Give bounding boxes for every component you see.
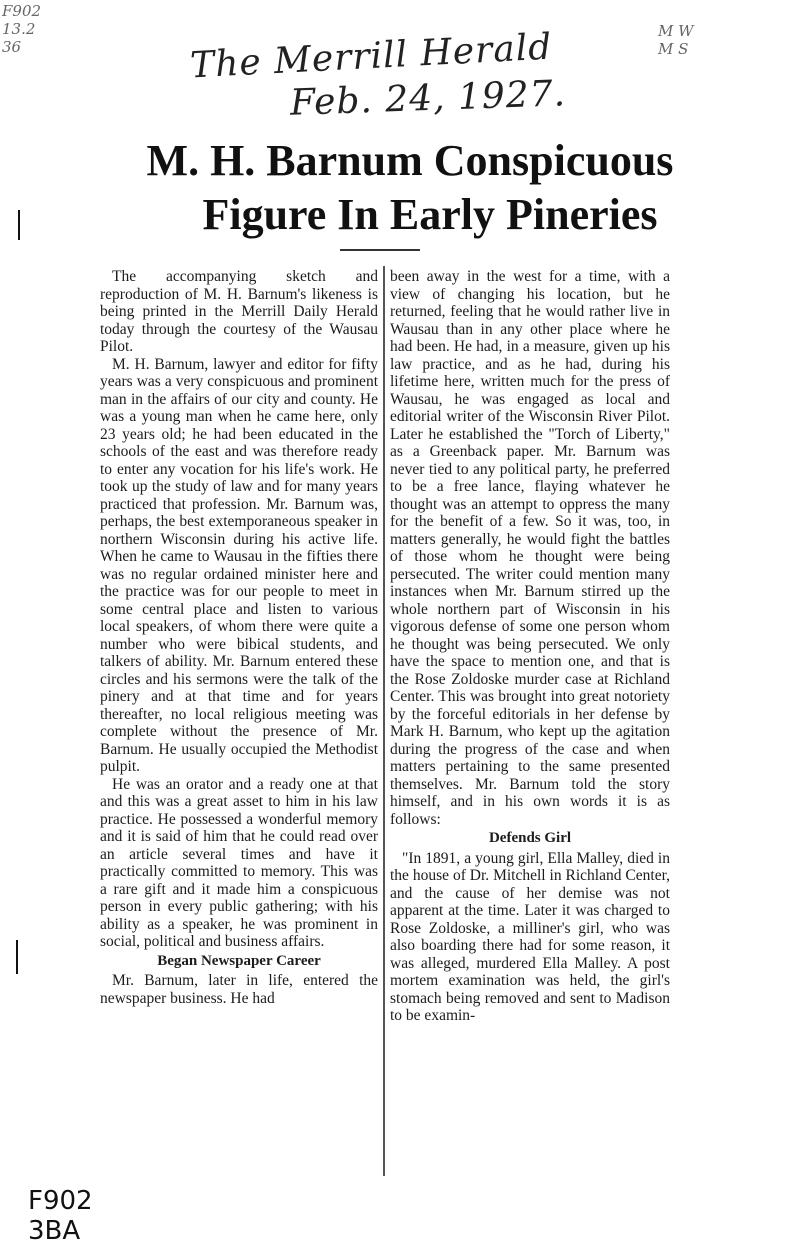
subheading: Began Newspaper Career: [157, 952, 321, 969]
article-column-left: [100, 268, 378, 1007]
paragraph: Mr. Barnum, later in life, entered the newspaper business. He had: [100, 972, 378, 1007]
paragraph: The accompanying sketch and reproduction of M. H. Barnum's likeness is being printed in the Merrill Daily Herald today through the courtesy of the Wausau Pilot.: [100, 268, 378, 355]
paragraph: been away in the west for a time, with a view of changing his location, but he returned, feeling that he would rather live in Wausau than in any other place where he had been. He had, in a measure, given up his law practice, and as he had, during his lifetime here, written much for the press of Wausau, he was engaged as local and editorial writer of the Wisconsin River Pilot. Later he established the "Torch of Liberty," as a Greenback paper. Mr. Barnum was never tied to any political party, he preferred to be a free lance, flaying whatever he thought was an attempt to oppress the many for the benefit of a few. So it was, too, in matters generally, he would fight the battles of those whom he thought were being persecuted. The writer could mention many instances when Mr. Barnum stirred up the whole northern part of Wisconsin in his vigorous defense of some one person whom he thought was being persecuted. We only have the space to mention one, and that is the Rose Zoldoske murder case at Richland Center. This was brought into great notoriety by the forceful editorials in her defense by Mark H. Barnum, who kept up the agitation during the progress of the case and when matters pertaining to the same presented themselves. Mr. Barnum told the story himself, and in his own words it is as follows:: [390, 268, 670, 828]
paragraph: "In 1891, a young girl, Ella Malley, died in the house of Dr. Mitchell in Richland Center, and the cause of her demise was not apparent at the time. Later it was charged to Rose Zoldoske, a milliner's girl, who was also boarding there had for some reason, it was alleged, murdered Ella Malley. A post mortem examination was held, the girl's stomach being removed and sent to Madison to be examin-: [390, 849, 670, 1024]
handwritten-masthead: The Merrill Herald: [189, 26, 554, 87]
column-rule: [383, 266, 385, 1176]
article-column-right: [390, 268, 670, 1025]
handwritten-date: Feb. 24, 1927.: [289, 73, 567, 124]
headline-line-1: M. H. Barnum Conspicuous: [146, 136, 674, 185]
archive-ref-top-left: F902 13.2 36: [2, 2, 42, 56]
headline-line-2: Figure In Early Pineries: [202, 190, 658, 239]
margin-mark: [18, 210, 20, 240]
subheading: Defends Girl: [488, 830, 572, 846]
headline-rule: [340, 249, 420, 251]
margin-mark: [16, 940, 18, 974]
paragraph: He was an orator and a ready one at that and this was a great asset to him in his law practice. He possessed a wonderful memory and it is said of him that he could read over an article several times and have it practically committed to memory. This was a rare gift and it made him a conspicuous person in every public gathering; with his ability as a speaker, he was prominent in social, political and business affairs.: [100, 775, 378, 950]
archive-ref-top-right: M W M S: [658, 22, 694, 58]
paragraph: M. H. Barnum, lawyer and editor for fifty years was a very conspicuous and prominent man in the affairs of our city and county. He was a young man when he came here, only 23 years old; he had been educated in the schools of the east and was therefore ready to enter any vocation for his life's work. He took up the study of law and for many years practiced that profession. Mr. Barnum was, perhaps, the best extemporaneous speaker in northern Wisconsin during his active life. When he came to Wausau in the fifties there was no regular ordained minister here and the practice was for our people to meet in some central place and listen to various local speakers, of whom there were quite a number who were bibical students, and talkers of ability. Mr. Barnum entered these circles and his sermons were the talk of the pinery and at that time and for years thereafter, no local religious meeting was complete without the presence of Mr. Barnum. He usually occupied the Methodist pulpit.: [100, 355, 378, 775]
archive-ref-bottom-left: F902 3BA: [28, 1186, 93, 1246]
